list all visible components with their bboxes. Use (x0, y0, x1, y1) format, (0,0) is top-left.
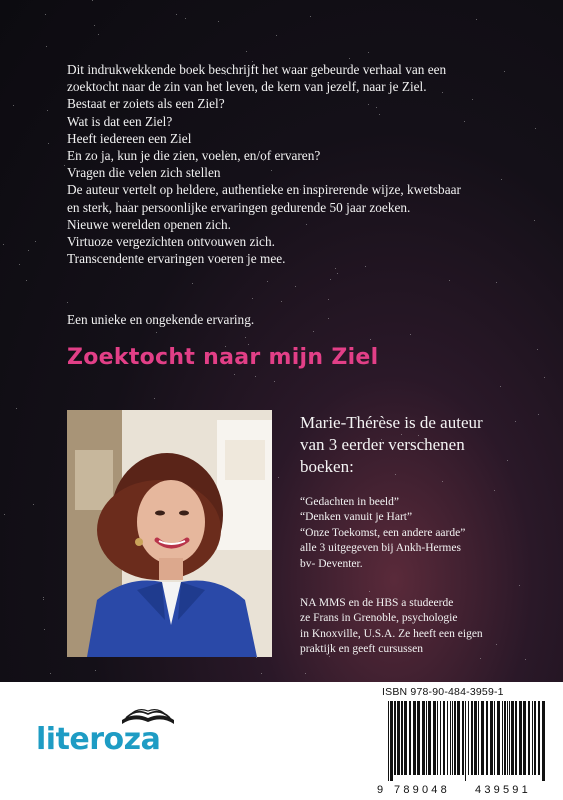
book-title: Zoektocht naar mijn Ziel (67, 345, 379, 370)
author-intro-line: van 3 eerder verschenen (300, 435, 465, 454)
barcode-bar (538, 701, 540, 775)
barcode-bar (542, 701, 545, 781)
star-dot (4, 514, 5, 515)
star-dot (33, 504, 34, 505)
star-dot (267, 281, 268, 282)
blurb-line: Dit indrukwekkende boek beschrijft het waar gebeurde verhaal van een (67, 62, 447, 77)
star-dot (26, 280, 27, 281)
star-dot (64, 165, 65, 166)
barcode-bar (468, 701, 469, 775)
star-dot (410, 334, 411, 335)
barcode-bar (509, 701, 510, 775)
tagline: Een unieke en ongekende ervaring. (67, 312, 255, 327)
barcode-bar (413, 701, 416, 775)
barcode-bar (401, 701, 403, 775)
star-dot (442, 481, 443, 482)
blurb-line: Virtuoze vergezichten ontvouwen zich. (67, 234, 275, 250)
author-books (300, 495, 520, 572)
star-dot (246, 51, 247, 52)
star-dot (310, 16, 311, 17)
author-intro (300, 412, 500, 478)
star-dot (328, 318, 329, 319)
star-dot (276, 35, 277, 36)
barcode-bar (528, 701, 530, 775)
star-dot (46, 46, 47, 47)
barcode-bar (437, 701, 438, 775)
isbn-label: ISBN 978-90-484-3959-1 (382, 686, 504, 698)
barcode-bar (388, 701, 389, 781)
star-dot (544, 377, 545, 378)
star-dot (256, 657, 257, 658)
barcode-bar (457, 701, 460, 775)
star-dot (185, 18, 186, 19)
star-dot (330, 279, 331, 280)
barcode-bar (397, 701, 400, 775)
star-dot (368, 52, 369, 53)
barcode-bar (433, 701, 436, 775)
author-education (300, 596, 530, 658)
star-dot (295, 286, 296, 287)
blurb-line: De auteur vertelt op heldere, authentieke en inspirerende wijze, kwetsbaar (67, 182, 461, 198)
star-dot (28, 250, 29, 251)
book-list-line: alle 3 uitgegeven bij Ankh-Hermes (300, 542, 461, 555)
barcode-digits-group1: 789048 (394, 784, 450, 796)
blurb-line: en sterk, haar persoonlijke ervaringen gedurende 50 jaar zoeken. (67, 199, 411, 215)
education-line: praktijk en geeft cursussen (300, 643, 423, 656)
star-dot (45, 14, 46, 15)
barcode-digit-first: 9 (377, 784, 384, 796)
star-dot (370, 339, 371, 340)
author-intro-line: boeken: (300, 457, 354, 476)
blurb-line: Heeft iedereen een Ziel (67, 130, 192, 146)
barcode-bar (507, 701, 508, 775)
book-list-line: “Denken vanuit je Hart” (300, 511, 413, 524)
barcode-bar (478, 701, 479, 775)
barcode-bar (471, 701, 473, 775)
star-dot (349, 58, 350, 59)
star-dot (43, 597, 44, 598)
star-dot (515, 421, 516, 422)
barcode-bar (422, 701, 425, 775)
star-dot (449, 280, 450, 281)
barcode-bar (447, 701, 448, 775)
barcode-bar (465, 701, 466, 781)
barcode-bar (452, 701, 453, 775)
star-dot (98, 34, 99, 35)
author-portrait-illustration (67, 410, 272, 657)
star-dot (154, 398, 155, 399)
blurb-line: Nieuwe werelden openen zich. (67, 216, 231, 232)
star-dot (48, 143, 49, 144)
star-dot (95, 670, 96, 671)
star-dot (369, 591, 370, 592)
star-dot (538, 414, 539, 415)
education-line: in Knoxville, U.S.A. Ze heeft een eigen (300, 627, 483, 640)
author-photo (67, 410, 272, 657)
star-dot (537, 349, 538, 350)
blurb-line: Bestaat er zoiets als een Ziel? (67, 96, 225, 112)
star-dot (278, 477, 279, 478)
barcode-bar (511, 701, 514, 775)
barcode-bar (486, 701, 488, 775)
blurb-line: En zo ja, kun je die zien, voelen, en/of ervaren? (67, 148, 321, 164)
isbn-barcode (378, 701, 552, 781)
author-intro-line: Marie-Thérèse is de auteur (300, 413, 483, 432)
education-line: ze Frans in Grenoble, psychologie (300, 612, 458, 625)
barcode-bar (417, 701, 420, 775)
star-dot (13, 105, 14, 106)
star-dot (328, 299, 329, 300)
star-dot (67, 302, 68, 303)
star-dot (44, 629, 45, 630)
star-dot (255, 376, 256, 377)
star-dot (19, 264, 20, 265)
blurb-line: zoektocht naar de zin van het leven, de kern van jezelf, naar je Ziel. (67, 79, 427, 95)
book-blurb (67, 61, 507, 267)
blurb-line: Vragen die velen zich stellen (67, 165, 221, 181)
star-dot (234, 374, 235, 375)
barcode-bar (504, 701, 506, 775)
barcode-bar (515, 701, 517, 775)
star-dot (261, 673, 262, 674)
star-dot (47, 110, 48, 111)
star-dot (16, 408, 17, 409)
barcode-bar (409, 701, 411, 775)
barcode-bar (474, 701, 477, 775)
barcode-bar (494, 701, 495, 775)
star-dot (534, 220, 535, 221)
barcode-bar (490, 701, 493, 775)
barcode-bar (462, 701, 464, 775)
barcode-bar (532, 701, 533, 775)
barcode-bar (534, 701, 536, 775)
barcode-digits-group2: 439591 (475, 784, 531, 796)
star-dot (494, 490, 495, 491)
star-dot (519, 585, 520, 586)
star-dot (507, 460, 508, 461)
barcode-bar (440, 701, 441, 775)
book-list-line: “Gedachten in beeld” (300, 496, 399, 508)
star-dot (305, 673, 306, 674)
star-dot (535, 128, 536, 129)
star-dot (500, 386, 501, 387)
barcode-bar (497, 701, 500, 775)
barcode-bar (443, 701, 445, 775)
star-dot (156, 332, 157, 333)
star-dot (92, 0, 93, 1)
education-line: NA MMS en de HBS a studeerde (300, 597, 454, 609)
barcode-bar (454, 701, 456, 775)
barcode-bar (426, 701, 427, 775)
star-dot (525, 659, 526, 660)
publisher-logo (36, 700, 186, 770)
star-dot (192, 283, 193, 284)
star-dot (252, 298, 253, 299)
star-dot (218, 21, 219, 22)
star-dot (313, 331, 314, 332)
barcode-bar (404, 701, 407, 775)
barcode-bar (481, 701, 484, 775)
star-dot (245, 337, 246, 338)
star-dot (476, 19, 477, 20)
barcode-bar (519, 701, 522, 775)
barcode-bar (428, 701, 431, 775)
barcode-bar (502, 701, 503, 775)
star-dot (3, 244, 4, 245)
blurb-line: Wat is dat een Ziel? (67, 113, 173, 129)
publisher-name: literoza (36, 722, 161, 757)
star-dot (281, 301, 282, 302)
blurb-line: Transcendente ervaringen voeren je mee. (67, 251, 286, 267)
star-dot (480, 658, 481, 659)
barcode-bar (394, 701, 396, 775)
star-dot (43, 599, 44, 600)
star-dot (176, 14, 177, 15)
star-dot (335, 268, 336, 269)
barcode-bar (450, 701, 451, 775)
star-dot (35, 241, 36, 242)
star-dot (337, 273, 338, 274)
barcode-bar (523, 701, 526, 775)
star-dot (50, 673, 51, 674)
star-dot (94, 25, 95, 26)
star-dot (274, 381, 275, 382)
star-dot (496, 282, 497, 283)
barcode-bar (390, 701, 393, 781)
book-list-line: “Onze Toekomst, een andere aarde” (300, 526, 466, 539)
book-list-line: bv- Deventer. (300, 557, 363, 570)
